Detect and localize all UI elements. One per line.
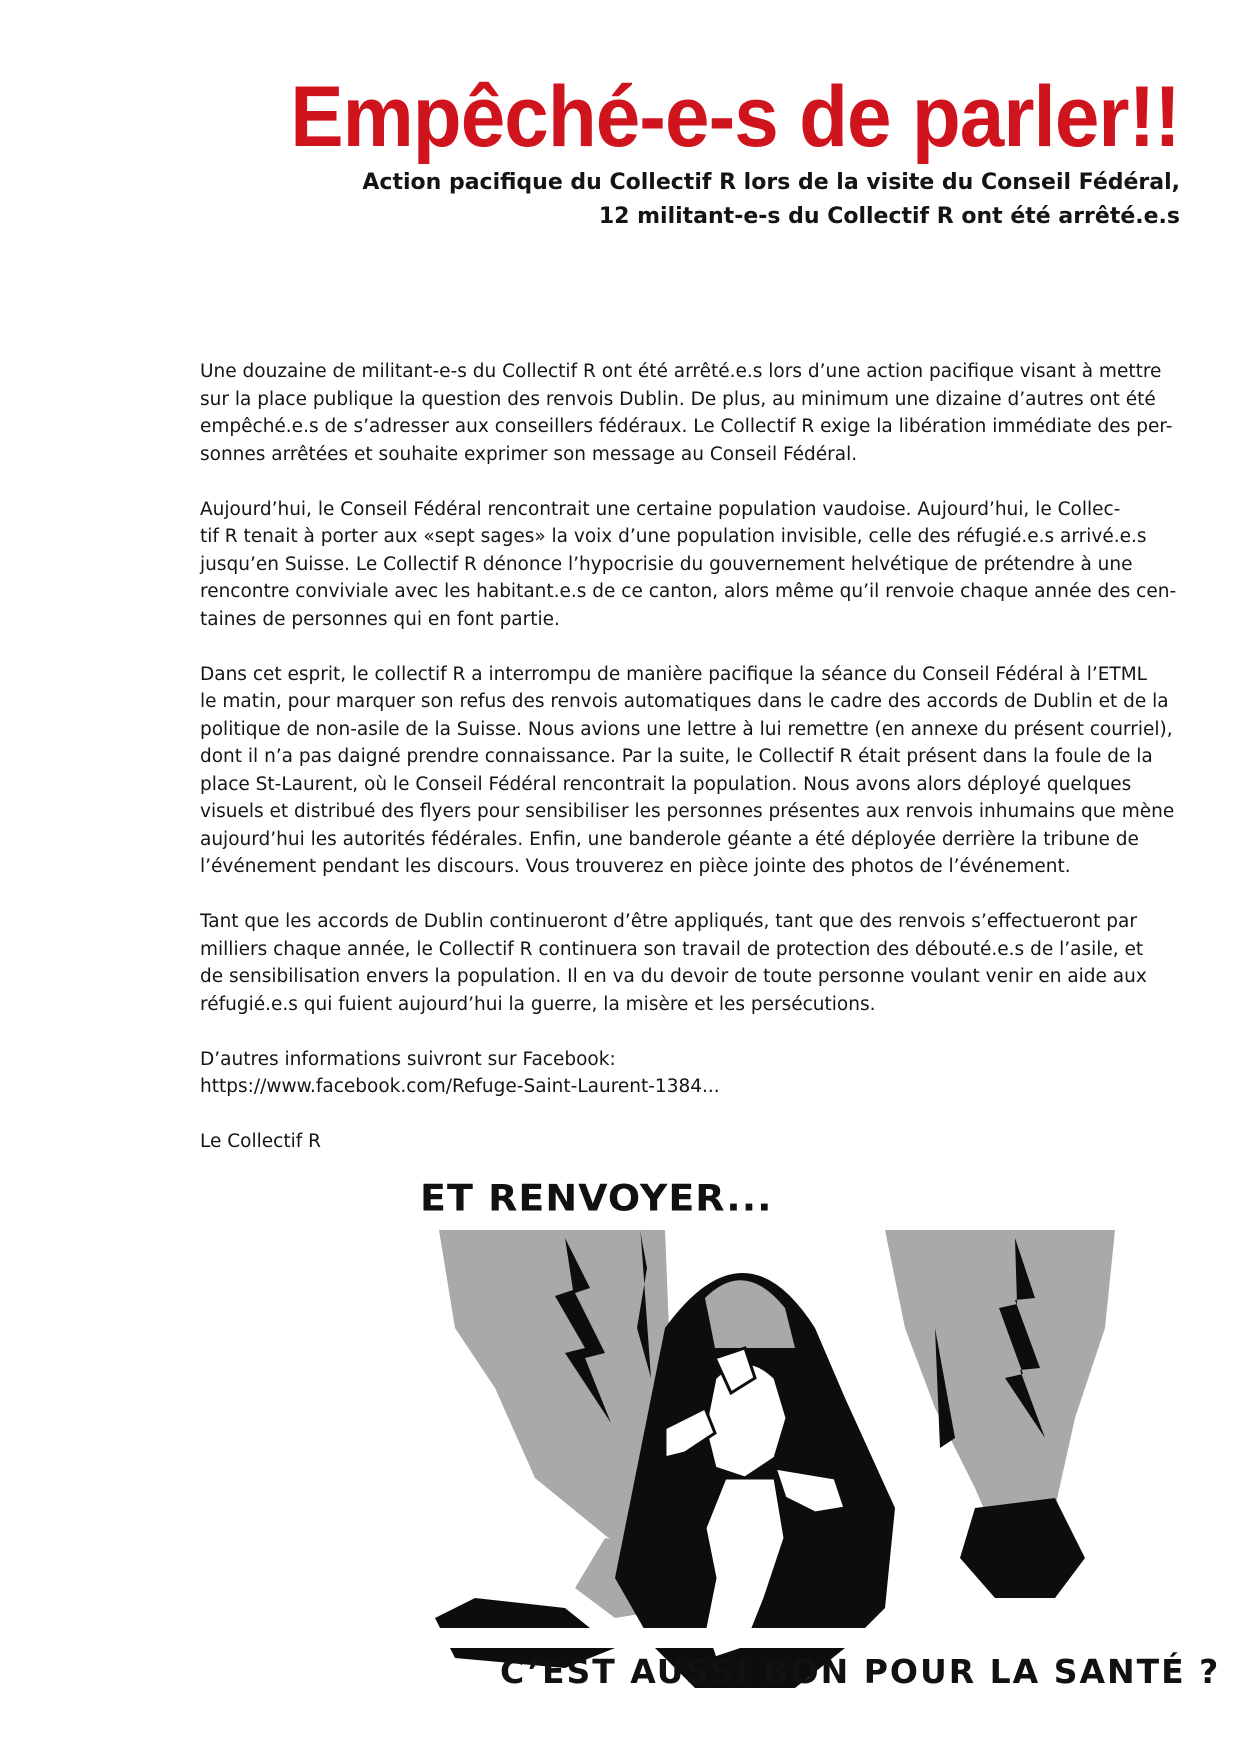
body-paragraph xyxy=(200,496,1180,634)
body-paragraph xyxy=(200,908,1180,1018)
body-line: l’événement pendant les discours. Vous trouverez en pièce jointe des photos de l’événement. xyxy=(200,856,1071,877)
body-paragraph xyxy=(200,1128,1180,1156)
body-line: politique de non-asile de la Suisse. Nous avions une lettre à lui remettre (en annexe du présent courriel), xyxy=(200,718,1173,740)
poster-top-text: ET RENVOYER... xyxy=(420,1177,773,1219)
body-paragraph xyxy=(200,661,1180,881)
body-line: sur la place publique la question des renvois Dublin. De plus, au minimum une dizaine d’autres ont été xyxy=(200,388,1156,410)
body-line: de sensibilisation envers la population. Il en va du devoir de toute personne voulant venir en aide aux xyxy=(200,966,1147,987)
body-line: Tant que les accords de Dublin continueront d’être appliqués, tant que des renvois s’effectueront par xyxy=(200,911,1137,932)
body-paragraph xyxy=(200,1046,1180,1101)
body-line: Le Collectif R xyxy=(200,1131,321,1152)
body-line: rencontre conviviale avec les habitant.e.s de ce canton, alors même qu’il renvoie chaque année des cen- xyxy=(200,581,1177,602)
body-line: dont il n’a pas daigné prendre connaissance. Par la suite, le Collectif R était présent dans la foule de la xyxy=(200,746,1153,767)
document-subtitle xyxy=(300,166,1180,234)
body-line: empêché.e.s de s’adresser aux conseillers fédéraux. Le Collectif R exige la libération immédiate des per- xyxy=(200,416,1173,437)
body-line: place St-Laurent, où le Conseil Fédéral rencontrait la population. Nous avons alors déployé quelques xyxy=(200,773,1132,795)
body-line: visuels et distribué des flyers pour sensibiliser les personnes présentes aux renvois inhumains que mène xyxy=(200,801,1175,822)
body-line: D’autres informations suivront sur Facebook: xyxy=(200,1048,616,1070)
body-line: réfugié.e.s qui fuient aujourd’hui la guerre, la misère et les persécutions. xyxy=(200,993,876,1015)
document-title: Empêché-e-s de parler!! xyxy=(290,69,1180,165)
body-line: Aujourd’hui, le Conseil Fédéral rencontrait une certaine population vaudoise. Aujourd’hui, le Collec- xyxy=(200,498,1121,520)
document-body xyxy=(200,358,1180,1183)
body-line: aujourd’hui les autorités fédérales. Enfin, une banderole géante a été déployée derrière la tribune de xyxy=(200,828,1139,850)
body-line: https://www.facebook.com/Refuge-Saint-Laurent-1384... xyxy=(200,1076,720,1097)
body-line: tif R tenait à porter aux «sept sages» la voix d’une population invisible, celle des réfugié.e.s arrivé.e.s xyxy=(200,526,1147,547)
subtitle-line-1: Action pacifique du Collectif R lors de la visite du Conseil Fédéral, xyxy=(362,170,1180,195)
body-line: milliers chaque année, le Collectif R continuera son travail de protection des débouté.e.s de l’asile, et xyxy=(200,938,1144,960)
body-paragraph xyxy=(200,358,1180,468)
body-line: le matin, pour marquer son refus des renvois automatiques dans le cadre des accords de Dublin et de la xyxy=(200,691,1169,712)
poster-bottom-text: C’EST AUSSI BON POUR LA SANTÉ ? xyxy=(500,1652,1221,1691)
body-line: taines de personnes qui en font partie. xyxy=(200,608,560,630)
body-line: Dans cet esprit, le collectif R a interrompu de manière pacifique la séance du Conseil Fédéral à l’ETML xyxy=(200,663,1147,685)
body-line: Une douzaine de militant-e-s du Collectif R ont été arrêté.e.s lors d’une action pacifique visant à mettre xyxy=(200,361,1162,382)
body-line: jusqu’en Suisse. Le Collectif R dénonce l’hypocrisie du gouvernement helvétique de prétendre à une xyxy=(200,553,1133,575)
body-line: sonnes arrêtées et souhaite exprimer son message au Conseil Fédéral. xyxy=(200,443,858,465)
subtitle-line-2: 12 militant-e-s du Collectif R ont été arrêté.e.s xyxy=(598,204,1180,229)
